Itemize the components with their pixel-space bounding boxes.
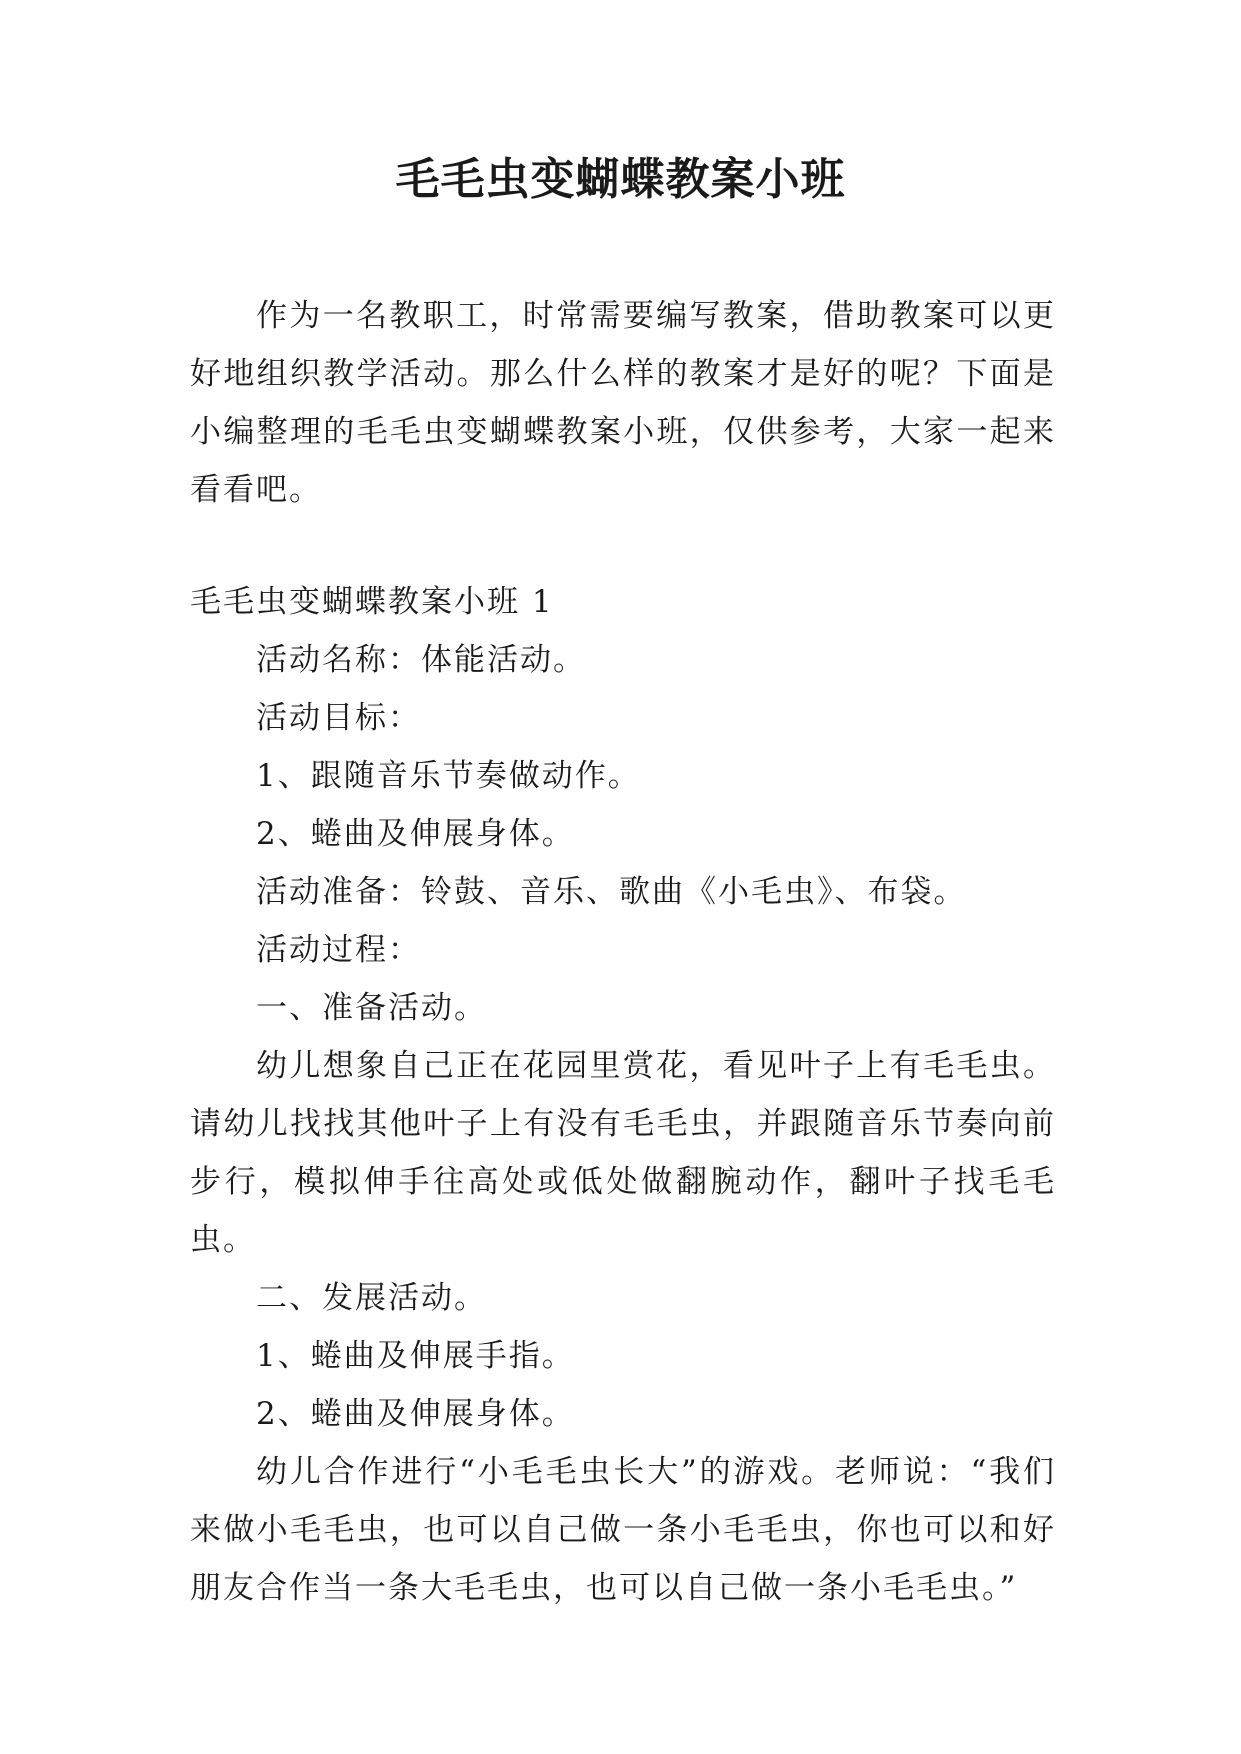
step-item-1: 1、蜷曲及伸展手指。: [256, 1338, 575, 1374]
step-paragraph-2: 幼儿合作进行“小毛毛虫长大”的游戏。老师说：“我们来做小毛毛虫，也可以自己做一条小毛毛虫，你也可以和好朋友合作当一条大毛毛虫，也可以自己做一条小毛毛虫。”: [190, 1454, 1056, 1606]
document-body: [190, 287, 1056, 1617]
step-item-2: 2、蜷曲及伸展身体。: [256, 1396, 575, 1432]
step-heading-1: 一、准备活动。: [256, 990, 487, 1026]
step-paragraph-1: 幼儿想象自己正在花园里赏花，看见叶子上有毛毛虫。请幼儿找找其他叶子上有没有毛毛虫，并跟随音乐节奏向前步行，模拟伸手往高处或低处做翻腕动作，翻叶子找毛毛虫。: [190, 1048, 1056, 1258]
section-heading: 毛毛虫变蝴蝶教案小班 1: [190, 584, 554, 620]
goal-item-2: 2、蜷曲及伸展身体。: [256, 816, 575, 852]
goal-item-1: 1、跟随音乐节奏做动作。: [256, 758, 641, 794]
activity-name: 活动名称：体能活动。: [256, 642, 586, 678]
activity-goals-label: 活动目标：: [256, 700, 421, 736]
activity-process-label: 活动过程：: [256, 932, 421, 968]
step-heading-2: 二、发展活动。: [256, 1280, 487, 1316]
activity-preparation: 活动准备：铃鼓、音乐、歌曲《小毛虫》、布袋。: [256, 874, 967, 910]
document-title: 毛毛虫变蝴蝶教案小班: [395, 154, 846, 205]
intro-paragraph: 作为一名教职工，时常需要编写教案，借助教案可以更好地组织教学活动。那么什么样的教案才是好的呢？下面是小编整理的毛毛虫变蝴蝶教案小班，仅供参考，大家一起来看看吧。: [190, 298, 1056, 508]
